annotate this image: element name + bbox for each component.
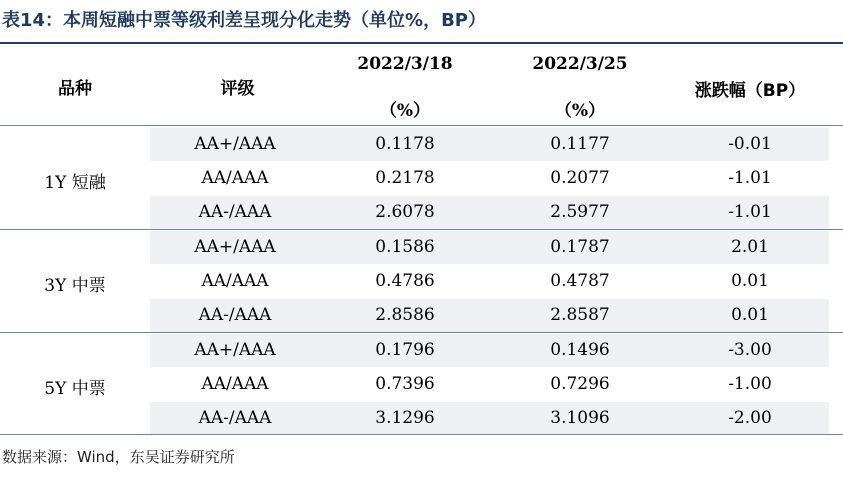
cell-date1: 0.1178 — [375, 134, 435, 154]
header-date2-unit: （%） — [554, 101, 606, 121]
cell-date2: 3.1096 — [550, 408, 610, 429]
cell-change: -1.01 — [728, 202, 772, 223]
cell-date2: 0.4787 — [550, 271, 610, 292]
cell-date2: 0.1177 — [550, 134, 610, 154]
cell-date1: 0.1796 — [375, 340, 435, 360]
header-rating: 评级 — [220, 79, 255, 99]
header-change: 涨跌幅（BP） — [694, 81, 806, 101]
table-title: 表14：本周短融中票等级利差呈现分化走势（单位%，BP） — [2, 10, 486, 31]
header-date1-unit: （%） — [379, 101, 431, 121]
source-note: 数据来源：Wind，东吴证券研究所 — [2, 448, 235, 466]
cell-date1: 0.4786 — [375, 271, 435, 292]
table-row — [0, 333, 843, 367]
cell-rating: AA-/AAA — [198, 305, 272, 326]
cell-date1: 0.2178 — [375, 168, 435, 189]
group-separator — [0, 332, 843, 333]
header-date2: 2022/3/25 — [532, 54, 628, 74]
cell-date2: 0.1496 — [550, 340, 610, 360]
cell-rating: AA/AAA — [201, 271, 269, 292]
cell-date2: 2.5977 — [550, 202, 610, 223]
cell-change: -1.00 — [728, 374, 772, 395]
cell-date1: 2.8586 — [375, 305, 435, 326]
cell-change: -2.00 — [728, 408, 772, 429]
top-rule — [0, 42, 843, 44]
cell-date2: 0.2077 — [550, 168, 610, 189]
table-row — [0, 230, 843, 264]
cell-rating: AA/AAA — [201, 374, 269, 395]
header-date1: 2022/3/18 — [357, 54, 453, 74]
cell-date2: 2.8587 — [550, 305, 610, 326]
cell-change: 0.01 — [731, 305, 769, 326]
group-separator — [0, 229, 843, 230]
cell-rating: AA-/AAA — [198, 408, 272, 429]
cell-date2: 0.1787 — [550, 237, 610, 257]
table-row — [0, 298, 843, 332]
table-row — [0, 195, 843, 229]
table-row — [0, 127, 843, 161]
cell-date1: 0.1586 — [375, 237, 435, 257]
group-label: 3Y 中票 — [44, 276, 106, 297]
cell-date1: 3.1296 — [375, 408, 435, 429]
table-row — [0, 401, 843, 435]
cell-change: -3.00 — [728, 340, 772, 360]
cell-change: -0.01 — [728, 134, 772, 154]
cell-rating: AA/AAA — [201, 168, 269, 189]
cell-date1: 2.6078 — [375, 202, 435, 223]
cell-date2: 0.7296 — [550, 374, 610, 395]
cell-change: -1.01 — [728, 168, 772, 189]
cell-rating: AA-/AAA — [198, 202, 272, 223]
group-label: 5Y 中票 — [44, 379, 106, 400]
cell-change: 2.01 — [731, 237, 769, 257]
cell-date1: 0.7396 — [375, 374, 435, 395]
cell-rating: AA+/AAA — [194, 237, 276, 257]
cell-change: 0.01 — [731, 271, 769, 292]
header-rule — [0, 125, 843, 126]
bottom-rule — [0, 434, 843, 435]
cell-rating: AA+/AAA — [194, 340, 276, 360]
header-variety: 品种 — [58, 79, 92, 99]
cell-rating: AA+/AAA — [194, 134, 276, 154]
group-label: 1Y 短融 — [44, 173, 106, 194]
